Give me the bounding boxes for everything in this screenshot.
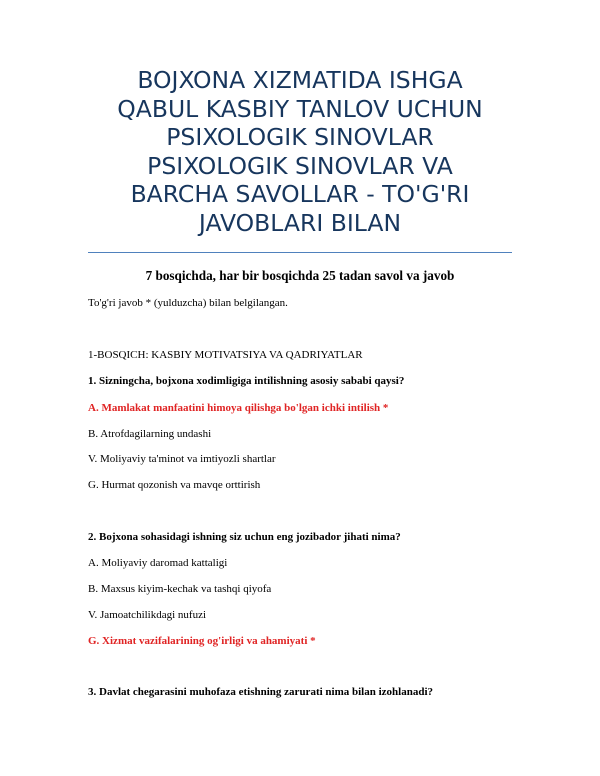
question-1-option-b: B. Atrofdagilarning undashi <box>88 428 212 440</box>
title-line: BOJXONA XIZMATIDA ISHGA <box>137 66 463 94</box>
answer-key-note: To'g'ri javob * (yulduzcha) bilan belgilangan. <box>88 297 288 309</box>
section-heading: 1-BOSQICH: KASBIY MOTIVATSIYA VA QADRIYATLAR <box>88 349 363 361</box>
question-2: 2. Bojxona sohasidagi ishning siz uchun eng jozibador jihati nima? <box>88 531 401 543</box>
title-line: BARCHA SAVOLLAR - TO'G'RI <box>130 180 470 208</box>
document-title <box>88 66 512 237</box>
title-line: QABUL KASBIY TANLOV UCHUN <box>117 94 483 123</box>
question-1-option-v: V. Moliyaviy ta'minot va imtiyozli shartlar <box>88 453 276 465</box>
question-1: 1. Sizningcha, bojxona xodimligiga intilishning asosiy sababi qaysi? <box>88 375 405 387</box>
question-2-option-a: A. Moliyaviy daromad kattaligi <box>88 557 228 569</box>
title-line: PSIXOLOGIK SINOVLAR VA <box>147 151 453 180</box>
question-1-option-a-correct: A. Mamlakat manfaatini himoya qilishga bo'lgan ichki intilish * <box>88 402 389 414</box>
title-line: PSIXOLOGIK SINOVLAR <box>166 123 434 151</box>
question-1-option-g: G. Hurmat qozonish va mavqe orttirish <box>88 479 261 491</box>
question-2-option-g-correct: G. Xizmat vazifalarining og'irligi va ahamiyati * <box>88 635 316 647</box>
question-2-option-b: B. Maxsus kiyim-kechak va tashqi qiyofa <box>88 583 272 595</box>
document-subtitle: 7 bosqichda, har bir bosqichda 25 tadan savol va javob <box>145 268 455 283</box>
title-divider <box>88 252 512 253</box>
question-3: 3. Davlat chegarasini muhofaza etishning zarurati nima bilan izohlanadi? <box>88 686 433 698</box>
question-2-option-v: V. Jamoatchilikdagi nufuzi <box>88 609 207 621</box>
title-line: JAVOBLARI BILAN <box>198 208 402 237</box>
